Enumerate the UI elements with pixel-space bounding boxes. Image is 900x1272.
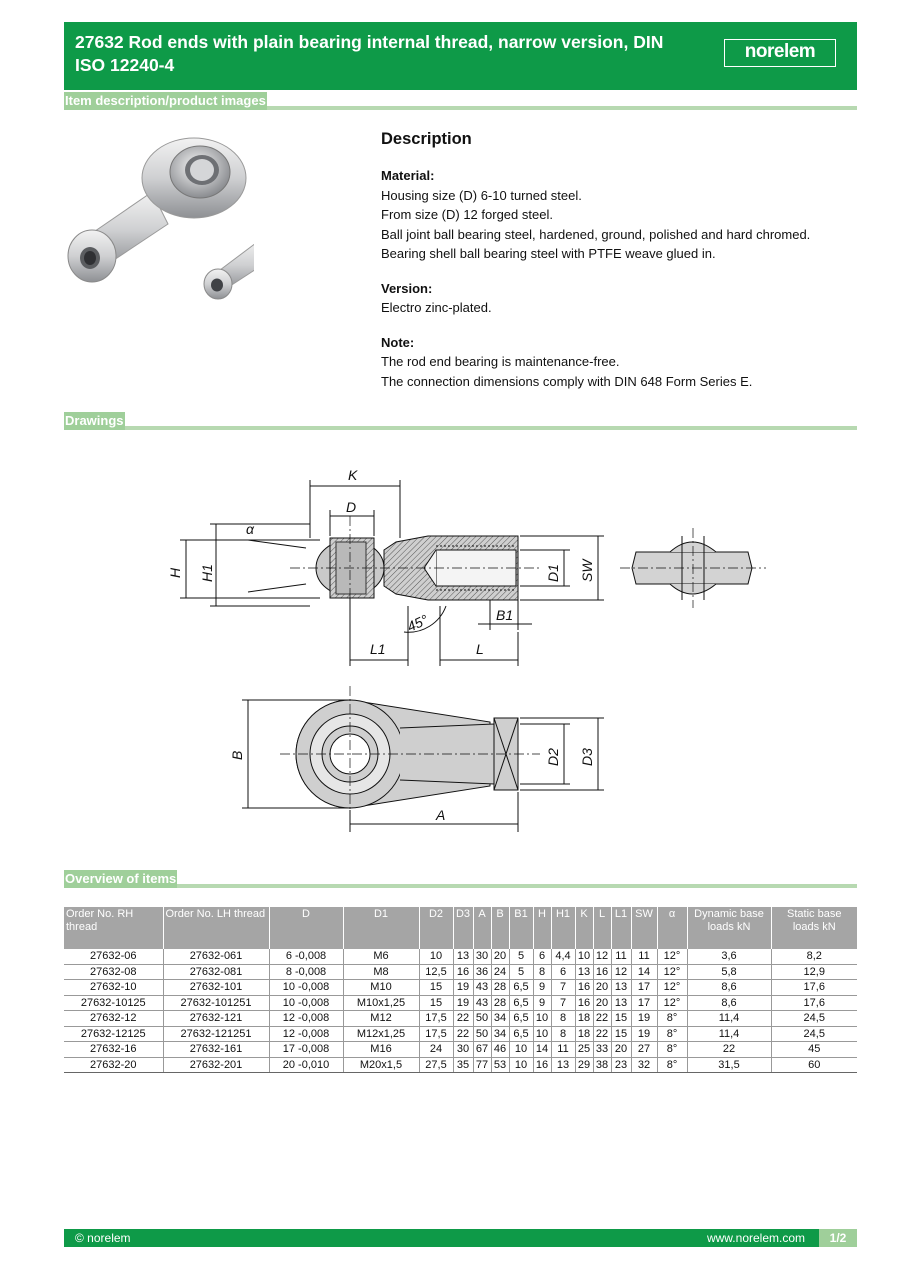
table-cell: 28 (491, 980, 509, 996)
table-cell: 38 (593, 1057, 611, 1073)
table-cell: 50 (473, 1011, 491, 1027)
page-number: 1/2 (819, 1229, 857, 1247)
dim-label-D3: D3 (579, 748, 595, 766)
table-cell: M10 (343, 980, 419, 996)
table-cell: 8° (657, 1057, 687, 1073)
dim-label-alpha: α (246, 521, 254, 537)
dim-label-D: D (346, 499, 357, 515)
table-cell: 27632-081 (163, 964, 269, 980)
table-header-cell: A (473, 907, 491, 949)
table-cell: 27632-10125 (64, 995, 163, 1011)
table-cell: 24 (491, 964, 509, 980)
table-cell: 34 (491, 1011, 509, 1027)
dim-label-B: B (229, 750, 245, 760)
table-cell: 60 (771, 1057, 857, 1073)
table-cell: M12x1,25 (343, 1026, 419, 1042)
dim-label-D1: D1 (545, 564, 561, 582)
dim-label-D2: D2 (545, 748, 561, 766)
table-cell: 22 (687, 1042, 771, 1058)
table-header-cell: D2 (419, 907, 453, 949)
footer-url[interactable]: www.norelem.com (706, 1231, 805, 1245)
table-header-cell: D (269, 907, 343, 949)
table-row (64, 1042, 857, 1058)
table-cell: 16 (575, 980, 593, 996)
table-row (64, 1011, 857, 1027)
table-cell: 22 (453, 1011, 473, 1027)
table-header-cell: B1 (509, 907, 533, 949)
table-cell: 27632-161 (163, 1042, 269, 1058)
table-row (64, 980, 857, 996)
table-cell: 13 (551, 1057, 575, 1073)
dim-label-angle: 45° (404, 611, 431, 635)
table-cell: 6,5 (509, 1026, 533, 1042)
table-cell: 12° (657, 980, 687, 996)
section-overview (64, 870, 857, 888)
section-label-overview: Overview of items (65, 871, 177, 886)
table-cell: 67 (473, 1042, 491, 1058)
table-cell: 10 (509, 1042, 533, 1058)
table-cell: 12 -0,008 (269, 1011, 343, 1027)
table-cell: 27632-08 (64, 964, 163, 980)
table-cell: 5 (509, 964, 533, 980)
norelem-logo: norelem (724, 39, 836, 67)
version-line: Electro zinc-plated. (381, 300, 492, 315)
table-cell: 27632-20 (64, 1057, 163, 1073)
table-cell: 27 (631, 1042, 657, 1058)
material-line: From size (D) 12 forged steel. (381, 207, 553, 222)
page-footer (64, 1229, 857, 1247)
dim-label-K: K (348, 467, 358, 483)
table-cell: 27632-10 (64, 980, 163, 996)
section-label-images: Item description/product images (65, 93, 266, 108)
table-cell: 15 (611, 1011, 631, 1027)
section-drawings (64, 412, 857, 430)
table-cell: 11 (631, 949, 657, 964)
table-cell: 7 (551, 980, 575, 996)
table-cell: 22 (453, 1026, 473, 1042)
table-header-cell: Static base loads kN (771, 907, 857, 949)
table-cell: 15 (419, 980, 453, 996)
table-cell: M10x1,25 (343, 995, 419, 1011)
note-title: Note: (381, 334, 415, 350)
table-row (64, 1057, 857, 1073)
material-line: Ball joint ball bearing steel, hardened, ground, polished and hard chromed. (381, 226, 811, 242)
dim-label-L1: L1 (370, 641, 386, 657)
table-cell: 6 (551, 964, 575, 980)
table-cell: 27632-101251 (163, 995, 269, 1011)
table-cell: 12 (593, 949, 611, 964)
table-cell: 17,5 (419, 1026, 453, 1042)
table-cell: 13 (611, 980, 631, 996)
table-cell: 20 (593, 995, 611, 1011)
table-cell: 6 (533, 949, 551, 964)
description-block (381, 128, 841, 406)
table-header-row (64, 907, 857, 949)
material-line: Bearing shell ball bearing steel with PTFE weave glued in. (381, 246, 716, 261)
table-cell: 24,5 (771, 1011, 857, 1027)
table-cell: 10 (575, 949, 593, 964)
table-cell: 27632-12125 (64, 1026, 163, 1042)
table-cell: 33 (593, 1042, 611, 1058)
table-cell: 8° (657, 1026, 687, 1042)
table-cell: 8 -0,008 (269, 964, 343, 980)
table-cell: 3,6 (687, 949, 771, 964)
table-cell: 27632-201 (163, 1057, 269, 1073)
table-cell: 27632-06 (64, 949, 163, 964)
technical-drawing (160, 456, 780, 836)
table-cell: 6,5 (509, 995, 533, 1011)
table-cell: 8,6 (687, 980, 771, 996)
table-cell: 53 (491, 1057, 509, 1073)
table-cell: 43 (473, 995, 491, 1011)
table-cell: 13 (611, 995, 631, 1011)
page-title: 27632 Rod ends with plain bearing internal thread, narrow version, DIN ISO 12240-4 (75, 32, 664, 75)
table-header-cell: Order No. RH thread (64, 907, 163, 949)
table-cell: 27632-12 (64, 1011, 163, 1027)
table-cell: 18 (575, 1011, 593, 1027)
table-cell: M12 (343, 1011, 419, 1027)
table-cell: 11,4 (687, 1011, 771, 1027)
table-cell: 17 (631, 995, 657, 1011)
table-cell: 43 (473, 980, 491, 996)
table-cell: 27,5 (419, 1057, 453, 1073)
table-header-cell: L1 (611, 907, 631, 949)
dim-label-A: A (436, 807, 446, 823)
table-cell: 20 (593, 980, 611, 996)
table-cell: 9 (533, 995, 551, 1011)
table-cell: M6 (343, 949, 419, 964)
table-cell: 10 (509, 1057, 533, 1073)
table-cell: 16 (593, 964, 611, 980)
table-cell: 8 (551, 1011, 575, 1027)
table-cell: 22 (593, 1011, 611, 1027)
product-image (64, 128, 254, 310)
table-cell: 23 (611, 1057, 631, 1073)
table-cell: 14 (533, 1042, 551, 1058)
table-header-cell: α (657, 907, 687, 949)
footer-copyright: © norelem (75, 1231, 131, 1245)
table-cell: 27632-061 (163, 949, 269, 964)
table-cell: 19 (631, 1026, 657, 1042)
table-cell: 24,5 (771, 1026, 857, 1042)
table-cell: 15 (611, 1026, 631, 1042)
note-line: The connection dimensions comply with DIN 648 Form Series E. (381, 373, 753, 389)
items-table (64, 907, 857, 1073)
table-cell: 10 (419, 949, 453, 964)
table-cell: 13 (575, 964, 593, 980)
table-cell: M20x1,5 (343, 1057, 419, 1073)
table-cell: 4,4 (551, 949, 575, 964)
table-cell: 18 (575, 1026, 593, 1042)
table-cell: 17,6 (771, 995, 857, 1011)
table-cell: 16 (575, 995, 593, 1011)
table-cell: 8,2 (771, 949, 857, 964)
table-cell: 5,8 (687, 964, 771, 980)
table-cell: 17 (631, 980, 657, 996)
table-cell: 46 (491, 1042, 509, 1058)
table-row (64, 949, 857, 964)
table-cell: 77 (473, 1057, 491, 1073)
table-cell: 24 (419, 1042, 453, 1058)
section-item-description (64, 92, 857, 110)
material-line: Housing size (D) 6-10 turned steel. (381, 187, 582, 203)
table-cell: 7 (551, 995, 575, 1011)
table-cell: 8 (551, 1026, 575, 1042)
version-title: Version: (381, 280, 433, 296)
table-cell: 6,5 (509, 980, 533, 996)
table-cell: 16 (453, 964, 473, 980)
table-cell: 8° (657, 1011, 687, 1027)
table-header-cell: D3 (453, 907, 473, 949)
table-cell: M8 (343, 964, 419, 980)
table-cell: 8,6 (687, 995, 771, 1011)
table-cell: 20 -0,010 (269, 1057, 343, 1073)
dim-label-SW: SW (579, 559, 595, 582)
table-cell: 6 -0,008 (269, 949, 343, 964)
dim-label-L: L (476, 641, 484, 657)
table-cell: 12,9 (771, 964, 857, 980)
table-cell: 10 (533, 1026, 551, 1042)
table-header-cell: D1 (343, 907, 419, 949)
version-paragraph (381, 279, 841, 318)
table-cell: 11 (551, 1042, 575, 1058)
table-cell: 12° (657, 949, 687, 964)
table-cell: 50 (473, 1026, 491, 1042)
table-cell: 6,5 (509, 1011, 533, 1027)
table-header-cell: SW (631, 907, 657, 949)
dim-label-B1: B1 (496, 607, 514, 623)
end-view (620, 528, 766, 608)
section-view (180, 480, 604, 666)
table-cell: 9 (533, 980, 551, 996)
table-row (64, 1026, 857, 1042)
table-cell: 11,4 (687, 1026, 771, 1042)
table-cell: 12° (657, 995, 687, 1011)
table-cell: 20 (491, 949, 509, 964)
table-cell: 19 (453, 995, 473, 1011)
table-cell: 27632-16 (64, 1042, 163, 1058)
table-cell: 27632-121251 (163, 1026, 269, 1042)
dim-label-H1: H1 (199, 564, 215, 582)
table-cell: 29 (575, 1057, 593, 1073)
table-header-cell: Order No. LH thread (163, 907, 269, 949)
table-cell: 27632-101 (163, 980, 269, 996)
table-cell: 11 (611, 949, 631, 964)
table-cell: 10 -0,008 (269, 980, 343, 996)
table-cell: 35 (453, 1057, 473, 1073)
table-cell: 12 (611, 964, 631, 980)
table-cell: 8° (657, 1042, 687, 1058)
table-cell: 30 (473, 949, 491, 964)
table-cell: 17,6 (771, 980, 857, 996)
table-cell: 22 (593, 1026, 611, 1042)
table-cell: 45 (771, 1042, 857, 1058)
table-cell: 36 (473, 964, 491, 980)
table-cell: 25 (575, 1042, 593, 1058)
table-cell: 28 (491, 995, 509, 1011)
section-label-drawings: Drawings (65, 413, 124, 428)
table-cell: 13 (453, 949, 473, 964)
note-line: The rod end bearing is maintenance-free. (381, 354, 620, 369)
table-cell: 15 (419, 995, 453, 1011)
table-cell: 14 (631, 964, 657, 980)
table-cell: 17 -0,008 (269, 1042, 343, 1058)
page-header (64, 22, 857, 90)
table-header-cell: K (575, 907, 593, 949)
note-paragraph (381, 333, 841, 392)
table-cell: 12 -0,008 (269, 1026, 343, 1042)
table-cell: 12° (657, 964, 687, 980)
table-row (64, 995, 857, 1011)
table-cell: 30 (453, 1042, 473, 1058)
material-title: Material: (381, 168, 435, 183)
table-cell: 27632-121 (163, 1011, 269, 1027)
table-row (64, 964, 857, 980)
table-header-cell: H1 (551, 907, 575, 949)
table-cell: 8 (533, 964, 551, 980)
table-cell: 17,5 (419, 1011, 453, 1027)
table-cell: 16 (533, 1057, 551, 1073)
table-header-cell: L (593, 907, 611, 949)
description-heading: Description (381, 130, 472, 148)
table-cell: 10 (533, 1011, 551, 1027)
table-header-cell: B (491, 907, 509, 949)
table-cell: 10 -0,008 (269, 995, 343, 1011)
table-cell: M16 (343, 1042, 419, 1058)
table-cell: 31,5 (687, 1057, 771, 1073)
table-cell: 19 (631, 1011, 657, 1027)
material-paragraph (381, 166, 841, 264)
table-header-cell: Dynamic base loads kN (687, 907, 771, 949)
table-cell: 34 (491, 1026, 509, 1042)
table-header-cell: H (533, 907, 551, 949)
table-cell: 20 (611, 1042, 631, 1058)
table-cell: 12,5 (419, 964, 453, 980)
table-cell: 5 (509, 949, 533, 964)
table-cell: 19 (453, 980, 473, 996)
dim-label-H: H (167, 567, 183, 578)
table-cell: 32 (631, 1057, 657, 1073)
